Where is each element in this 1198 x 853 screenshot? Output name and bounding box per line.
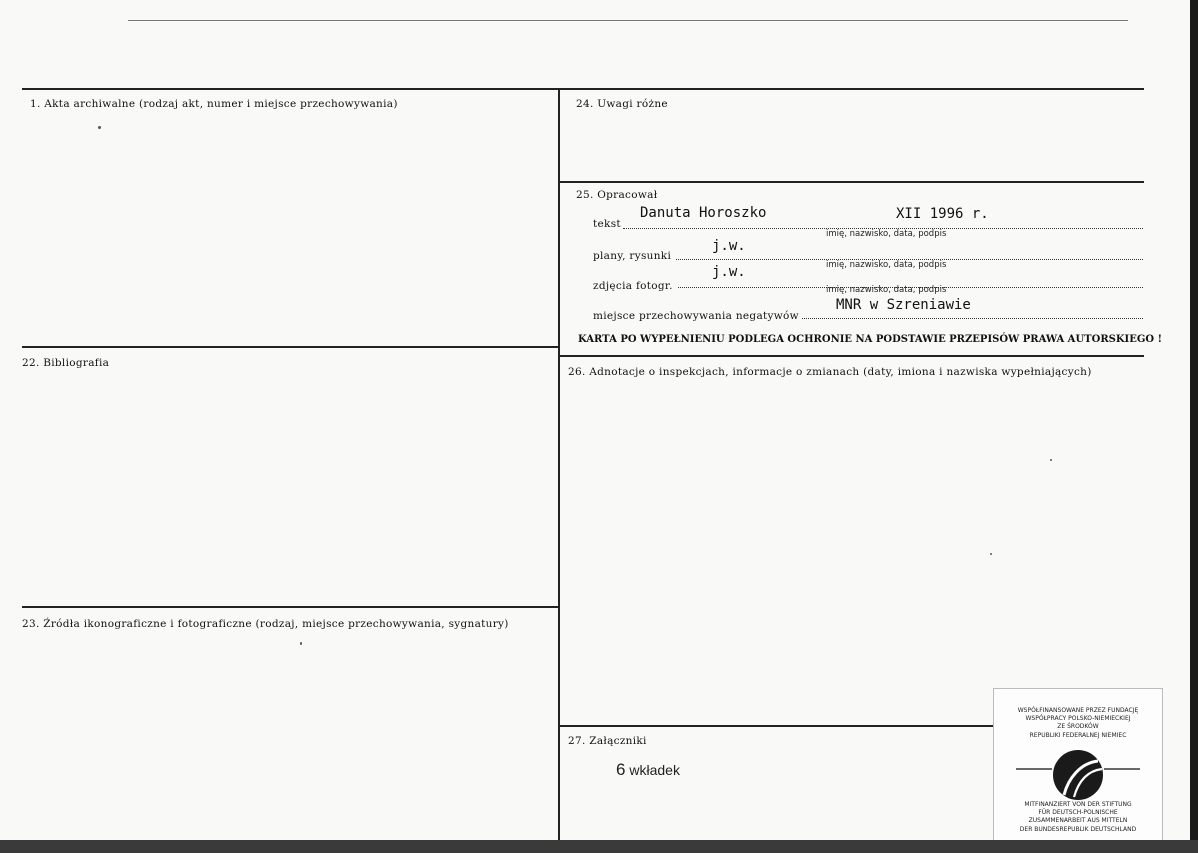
scan-edge-bottom [0,840,1198,853]
field-25-label: 25. Opracował [576,189,658,201]
header-rule [22,88,1144,90]
scan-speck [990,553,992,555]
copyright-notice: KARTA PO WYPEŁNIENIU PODLEGA OCHRONIE NA PODSTAWIE PRZEPISÓW PRAWA AUTORSKIEGO ! [578,334,1162,345]
attachments-unit: wkładek [629,762,680,778]
scan-edge-right [1190,0,1198,853]
stamp-line-pl-1: WSPÓŁFINANSOWANE PRZEZ FUNDACJĘ [1017,707,1139,714]
field-27-label: 27. Załączniki [568,735,647,747]
attachments-value [616,760,680,780]
tekst-label: tekst [593,218,621,230]
negatywy-label: miejsce przechowywania negatywów [593,310,799,322]
field-22-label: 22. Bibliografia [22,357,110,369]
center-divider [558,88,560,840]
stamp-line-pl-3: ZE ŚRODKÓW [1057,723,1099,731]
negatywy-value: MNR w Szreniawie [836,297,971,313]
tekst-name-value: Danuta Horoszko [640,205,767,221]
field-24-label: 24. Uwagi różne [576,98,668,110]
stamp-line-de-1: MITFINANZIERT VON DER STIFTUNG [1024,801,1132,808]
stamp-line-pl-2: WSPÓŁPRACY POLSKO-NIEMIECKIEJ [1025,715,1131,723]
attachments-count: 6 [616,760,626,779]
scan-speck [300,642,302,645]
rule-left-22 [22,346,558,348]
tekst-date-value: XII 1996 r. [896,206,989,222]
stamp-line-de-2: FÜR DEUTSCH-POLNISCHE [1038,809,1118,817]
stamp-text-polish [994,707,1162,740]
scan-speck [98,126,101,129]
field-26-label: 26. Adnotacje o inspekcjach, informacje o zmianach (daty, imiona i nazwiska wypełniających) [568,366,1092,378]
zdjecia-label: zdjęcia fotogr. [593,280,673,292]
sponsor-stamp [993,688,1163,840]
rule-right-26 [558,355,1144,357]
plany-caption: imię, nazwisko, data, podpis [826,260,947,270]
plany-value: j.w. [712,238,746,254]
stamp-line-de-3: ZUSAMMENARBEIT AUS MITTELN [1028,817,1128,825]
foundation-logo-icon [994,749,1162,805]
stamp-line-de-4: DER BUNDESREPUBLIK DEUTSCHLAND [1019,825,1137,833]
stamp-line-pl-4: REPUBLIKI FEDERALNEJ NIEMIEC [1029,731,1127,739]
rule-left-23 [22,606,558,608]
top-rule [128,20,1128,21]
field-23-label: 23. Źródła ikonograficzne i fotograficzne (rodzaj, miejsce przechowywania, sygnatury) [22,618,509,630]
zdjecia-value: j.w. [712,264,746,280]
field-1-label: 1. Akta archiwalne (rodzaj akt, numer i miejsce przechowywania) [30,98,398,110]
rule-right-25 [558,181,1144,183]
plany-label: plany, rysunki [593,250,672,262]
tekst-caption: imię, nazwisko, data, podpis [826,229,947,239]
stamp-text-german [994,801,1162,834]
rule-right-27 [558,725,994,727]
scan-speck [1050,459,1052,461]
zdjecia-caption: imię, nazwisko, data, podpis [826,285,947,295]
negatywy-dotted-line [802,318,1143,319]
